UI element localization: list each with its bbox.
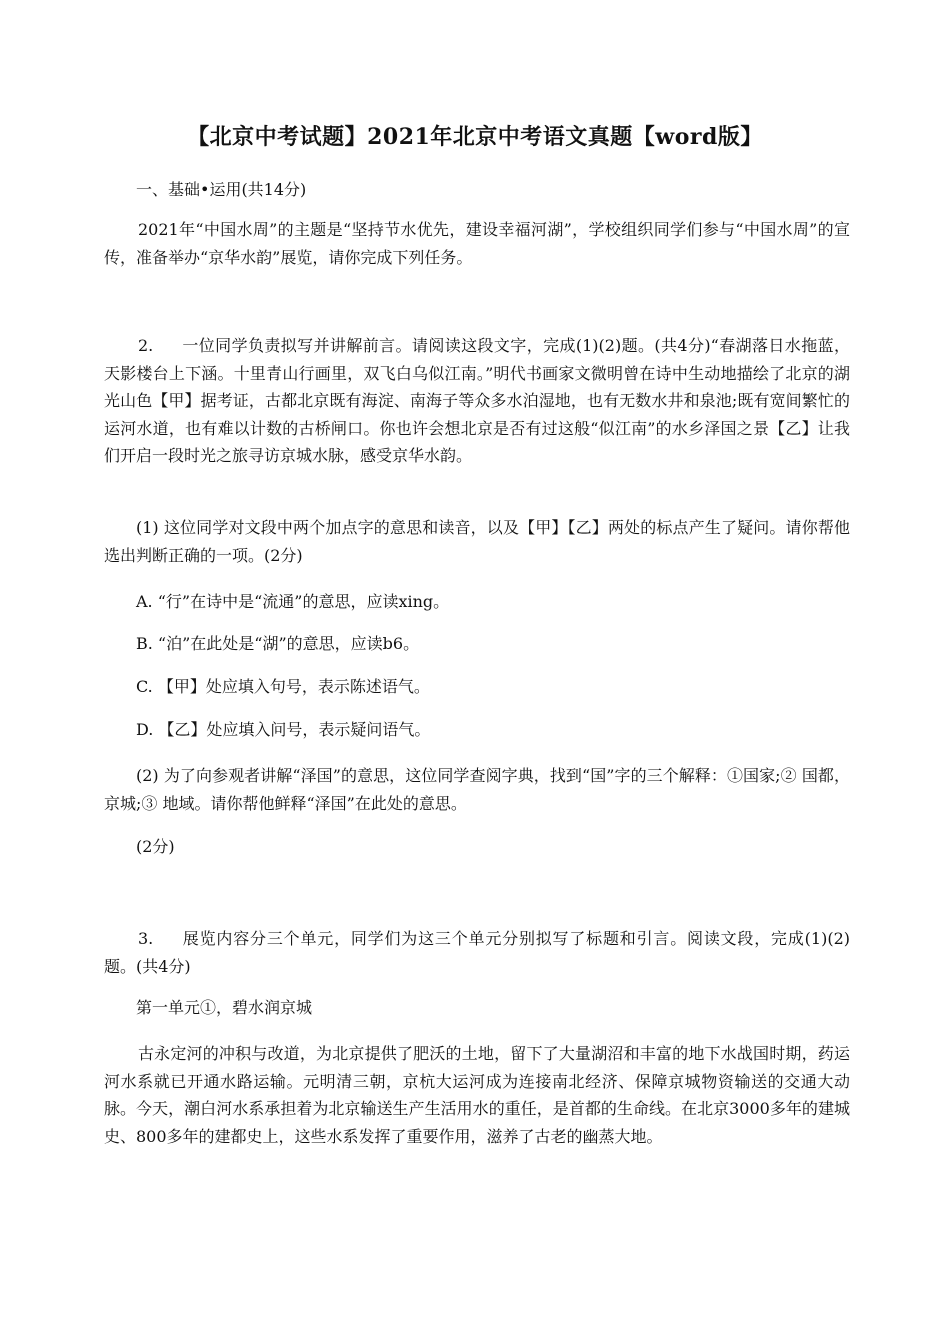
unit-1-title: 第一单元①，碧水润京城 <box>136 998 313 1017</box>
option-b: B. “泊”在此处是“湖”的意思，应读b6。 <box>136 634 420 653</box>
option-a: A. “行”在诗中是“流通”的意思，应读xing。 <box>136 592 450 611</box>
question-2 <box>104 332 850 470</box>
question-3 <box>104 925 850 980</box>
question-2-part-2-score: (2分) <box>136 837 175 856</box>
question-3-number: 3. <box>138 929 154 948</box>
question-3-text: 展览内容分三个单元，同学们为这三个单元分别拟写了标题和引言。阅读文段，完成(1)(2)题。(共4分) <box>104 929 850 976</box>
option-d: D. 【乙】处应填入问号，表示疑问语气。 <box>136 720 431 739</box>
question-2-text: 一位同学负责拟写并讲解前言。请阅读这段文字，完成(1)(2)题。(共4分)“春湖落日水拖蓝，天影楼台上下涵。十里青山行画里，双飞白乌似江南。”明代书画家文微明曾在诗中生动地描绘了北京的湖光山色【甲】据考证，古都北京既有海淀、南海子等众多水泊湿地，也有无数水井和泉池;既有宽间繁忙的运河水道，也有难以计数的古桥闸口。你也许会想北京是否有过这般“似江南”的水乡泽国之景【乙】让我们开启一段时光之旅寻访京城水脉，感受京华水韵。 <box>104 336 850 465</box>
question-2-part-2: (2) 为了向参观者讲解“泽国”的意思，这位同学查阅字典，找到“国”字的三个解释：①国家;② 国都，京城;③ 地域。请你帮他鲜释“泽国”在此处的意思。 <box>104 766 850 813</box>
question-2-number: 2. <box>138 336 154 355</box>
section-heading: 一、基础•运用(共14分) <box>136 180 307 199</box>
document-title: 【北京中考试题】2021年北京中考语文真题【word版】 <box>187 124 763 150</box>
question-2-part-1: (1) 这位同学对文段中两个加点字的意思和读音，以及【甲】【乙】两处的标点产生了疑问。请你帮他选出判断正确的一项。(2分) <box>104 518 850 565</box>
option-c: C. 【甲】处应填入句号，表示陈述语气。 <box>136 677 430 696</box>
unit-1-paragraph: 古永定河的冲积与改道，为北京提供了肥沃的土地，留下了大量湖沼和丰富的地下水战国时期，药运河水系就已开通水路运输。元明清三朝，京杭大运河成为连接南北经济、保障京城物资输送的交通大动脉。今天，潮白河水系承担着为北京输送生产生活用水的重任，是首都的生命线。在北京3000多年的建城史、800多年的建都史上，这些水系发挥了重要作用，滋养了古老的幽蒸大地。 <box>104 1044 850 1146</box>
intro-paragraph: 2021年“中国水周”的主题是“坚持节水优先，建设幸福河湖”，学校组织同学们参与“中国水周”的宣传，准备举办“京华水韵”展览，请你完成下列任务。 <box>104 220 850 267</box>
